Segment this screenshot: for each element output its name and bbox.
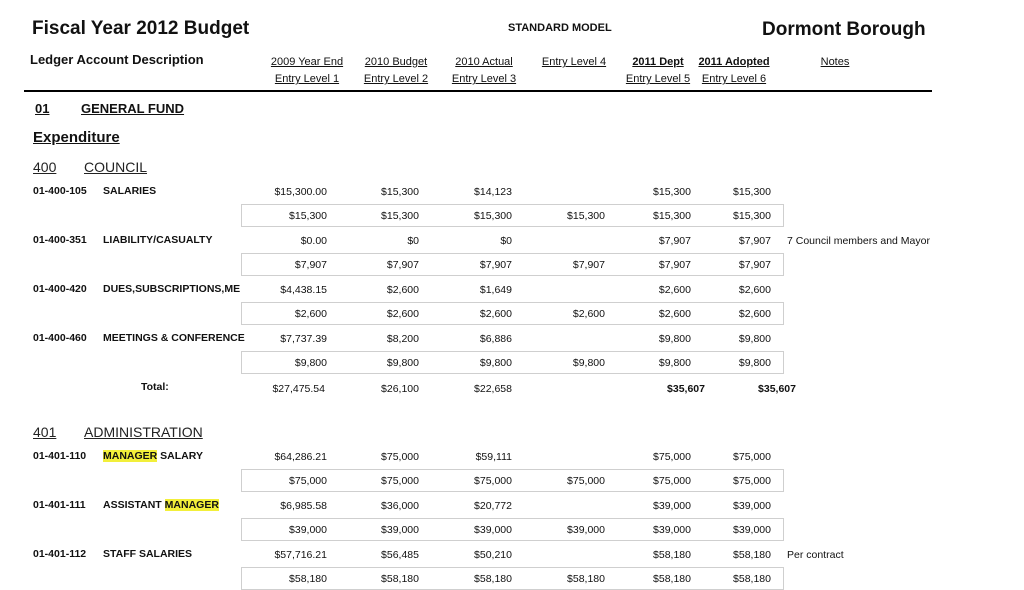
amount-cell: $39,000 [653,500,691,512]
entry-amount-cell: $39,000 [474,524,512,536]
col-header-2010-actual: 2010 Actual Entry Level 3 [451,56,517,85]
department-name: ADMINISTRATION [84,424,203,440]
highlighted-search-term: MANAGER [164,499,219,511]
amount-cell: $7,737.39 [280,333,327,345]
account-description [103,499,219,511]
entry-amount-cell: $15,300 [381,210,419,222]
account-description [103,185,156,197]
model-label: STANDARD MODEL [508,22,612,34]
amount-cell: $7,907 [658,235,691,247]
account-description [103,548,192,560]
entry-amount-cell: $7,907 [738,259,771,271]
amount-cell: $39,000 [733,500,771,512]
description-text: SALARIES [103,185,157,197]
entry-amount-cell: $2,600 [294,308,327,320]
entry-amount-cell: $2,600 [572,308,605,320]
amount-cell: $6,886 [479,333,512,345]
account-description [103,283,240,295]
entry-amount-cell: $75,000 [289,475,327,487]
account-code: 01-401-111 [33,499,86,511]
amount-cell: $14,123 [474,186,512,198]
account-description [103,450,203,462]
description-text: LIABILITY/CASUALTY [103,234,213,246]
department-name: COUNCIL [84,159,148,175]
entry-amount-cell: $9,800 [658,357,691,369]
account-code: 01-400-105 [33,185,87,197]
entry-amount-cell: $39,000 [567,524,605,536]
col-header-2010-budget: 2010 Budget Entry Level 2 [363,56,429,85]
amount-cell: $15,300 [653,186,691,198]
description-text: DUES,SUBSCRIPTIONS,ME [103,283,241,295]
col-header-notes: Notes [820,56,850,68]
description-text: MEETINGS & CONFERENCE [103,332,245,344]
amount-cell: $15,300 [381,186,419,198]
amount-cell: $75,000 [653,451,691,463]
entry-amount-cell: $9,800 [572,357,605,369]
col-header-2009-year-end: 2009 Year End Entry Level 1 [270,56,344,85]
entry-amount-cell: $15,300 [289,210,327,222]
fund-code: 01 [35,101,50,116]
department-code: 401 [33,424,57,440]
col-header-entry-level-4: Entry Level 4 [541,56,607,68]
amount-cell: $58,180 [733,549,771,561]
section-label: Expenditure [33,129,120,146]
entry-amount-cell: $75,000 [474,475,512,487]
entry-amount-cell: $2,600 [386,308,419,320]
col-header-2011-dept: 2011 Dept Entry Level 5 [625,56,691,85]
total-amount: $22,658 [474,383,512,395]
amount-cell: $50,210 [474,549,512,561]
entry-amount-cell: $15,300 [567,210,605,222]
page-title: Fiscal Year 2012 Budget [32,18,250,39]
total-amount: $35,607 [758,383,796,395]
fund-name: GENERAL FUND [81,101,185,116]
entry-amount-cell: $75,000 [381,475,419,487]
entry-amount-cell: $75,000 [653,475,691,487]
entry-amount-cell: $2,600 [658,308,691,320]
entry-amount-cell: $2,600 [738,308,771,320]
amount-cell: $57,716.21 [274,549,327,561]
total-amount: $27,475.54 [272,383,325,395]
amount-cell: $75,000 [733,451,771,463]
entry-amount-cell: $39,000 [289,524,327,536]
entry-amount-cell: $58,180 [289,573,327,585]
account-code: 01-400-351 [33,234,87,246]
entry-amount-cell: $7,907 [294,259,327,271]
entity-name: Dormont Borough [762,19,926,40]
entry-amount-cell: $7,907 [479,259,512,271]
entry-amount-cell: $15,300 [474,210,512,222]
amount-cell: $2,600 [658,284,691,296]
entry-amount-cell: $75,000 [733,475,771,487]
amount-cell: $0.00 [300,235,327,247]
entry-amount-cell: $39,000 [733,524,771,536]
amount-cell: $56,485 [381,549,419,561]
account-code: 01-400-460 [33,332,87,344]
entry-amount-cell: $7,907 [386,259,419,271]
entry-amount-cell: $9,800 [479,357,512,369]
amount-cell: $1,649 [479,284,512,296]
entry-amount-cell: $7,907 [658,259,691,271]
entry-amount-cell: $58,180 [567,573,605,585]
total-amount: $26,100 [381,383,419,395]
account-note: Per contract [787,549,844,561]
entry-amount-cell: $58,180 [474,573,512,585]
amount-cell: $15,300 [733,186,771,198]
header-divider [24,90,932,92]
amount-cell: $75,000 [381,451,419,463]
account-description [103,332,245,344]
account-code: 01-400-420 [33,283,87,295]
department-code: 400 [33,159,57,175]
ledger-header: Ledger Account Description [30,52,204,67]
col-header-2011-adopted: 2011 Adopted Entry Level 6 [698,56,770,85]
entry-amount-cell: $9,800 [738,357,771,369]
entry-amount-cell: $39,000 [381,524,419,536]
entry-amount-cell: $7,907 [572,259,605,271]
entry-amount-cell: $9,800 [294,357,327,369]
amount-cell: $6,985.58 [280,500,327,512]
amount-cell: $2,600 [738,284,771,296]
entry-amount-cell: $15,300 [653,210,691,222]
amount-cell: $7,907 [738,235,771,247]
amount-cell: $9,800 [658,333,691,345]
account-note: 7 Council members and Mayor [787,235,930,247]
total-amount: $35,607 [667,383,705,395]
amount-cell: $15,300.00 [274,186,327,198]
description-text: SALARY [157,450,203,462]
account-code: 01-401-112 [33,548,87,560]
description-text: ASSISTANT [103,499,165,511]
highlighted-search-term: MANAGER [103,450,158,462]
amount-cell: $20,772 [474,500,512,512]
description-text: STAFF SALARIES [103,548,193,560]
entry-amount-cell: $9,800 [386,357,419,369]
amount-cell: $4,438.15 [280,284,327,296]
total-label: Total: [141,381,169,393]
account-code: 01-401-110 [33,450,87,462]
amount-cell: $0 [407,235,419,247]
entry-amount-cell: $39,000 [653,524,691,536]
entry-amount-cell: $58,180 [381,573,419,585]
entry-amount-cell: $75,000 [567,475,605,487]
amount-cell: $8,200 [386,333,419,345]
account-description [103,234,212,246]
entry-amount-cell: $15,300 [733,210,771,222]
amount-cell: $0 [500,235,512,247]
amount-cell: $64,286.21 [274,451,327,463]
entry-amount-cell: $58,180 [733,573,771,585]
amount-cell: $58,180 [653,549,691,561]
amount-cell: $9,800 [738,333,771,345]
amount-cell: $59,111 [475,451,512,463]
amount-cell: $36,000 [381,500,419,512]
amount-cell: $2,600 [386,284,419,296]
entry-amount-cell: $58,180 [653,573,691,585]
entry-amount-cell: $2,600 [479,308,512,320]
